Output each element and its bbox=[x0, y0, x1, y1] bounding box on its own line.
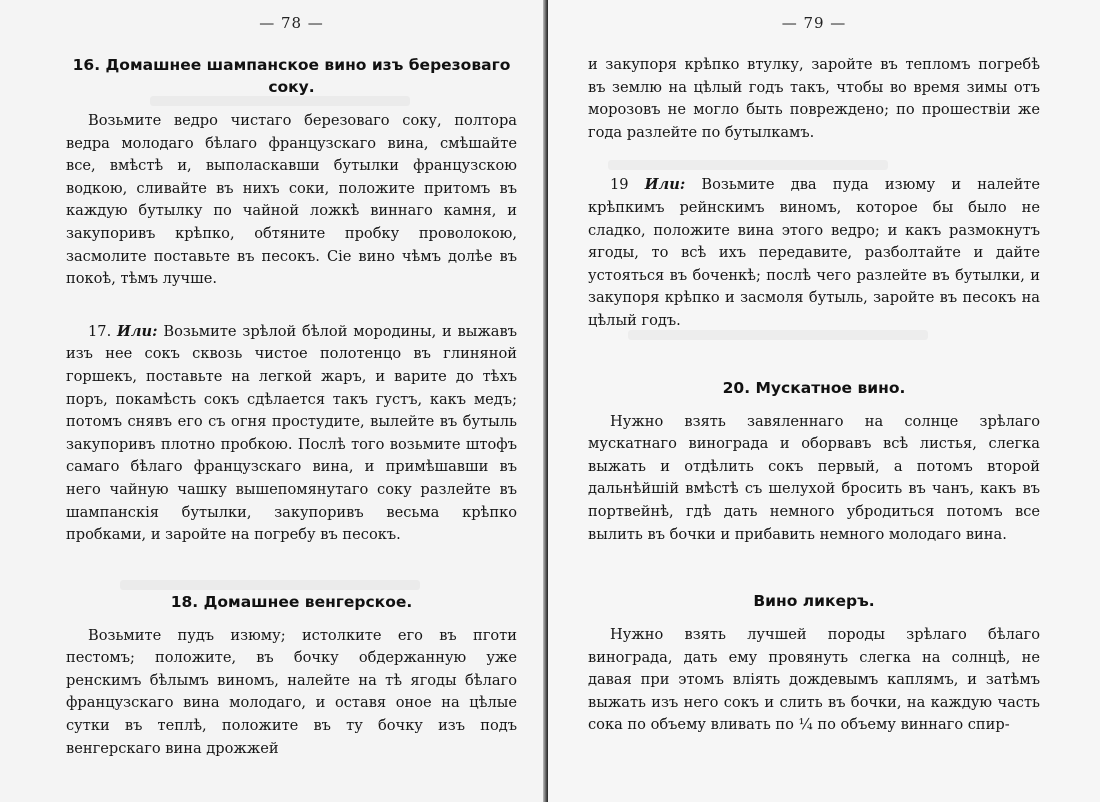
recipe-text-20: Нужно взять завяленнаго на солнце зрѣлаго мускатнаго винограда и оборвавъ всѣ листья, слегка выжать и отдѣлить сокъ первый, а потомъ второй дальнѣйшій вмѣстѣ съ шелухой бросить въ чанъ, какъ въ портвейнѣ, гдѣ дать немного убродиться потомъ все вылить въ бочки и прибавить немного молодаго вина. bbox=[588, 412, 1040, 543]
recipe-text-19 bbox=[588, 174, 1040, 332]
section-heading-18: 18. Домашнее венгерское. bbox=[170, 592, 413, 611]
page-number: — 79 — bbox=[781, 14, 847, 32]
bleed-through-mark bbox=[150, 96, 410, 106]
section-heading-16: 16. Домашнее шампанское вино изъ березоваго соку. bbox=[72, 56, 511, 96]
section-heading-20: 20. Мускатное вино. bbox=[722, 378, 906, 397]
ili-label: Или: bbox=[117, 322, 158, 340]
recipe-text-liqueur: Нужно взять лучшей породы зрѣлаго бѣлаго винограда, дать ему провянуть слегка на солнцѣ, не давая при этомъ вліять дождевымъ каплямъ, и затѣмъ выжать изъ него сокъ и слить въ бочки, на каждую часть сока по объему вливать по ¼ по объему виннаго спир- bbox=[588, 626, 1040, 734]
recipe-text-17 bbox=[66, 321, 517, 547]
section-heading-liqueur: Вино ликеръ. bbox=[753, 592, 875, 611]
page-number: — 78 — bbox=[259, 14, 324, 32]
recipe-number-17: 17. bbox=[88, 322, 112, 340]
bleed-through-mark bbox=[628, 330, 928, 340]
recipe-text-18: Возьмите пудъ изюму; истолките его въ пготи пестомъ; положите, въ бочку обдержанную уже ренскимъ бѣлымъ виномъ, налейте на тѣ ягоды бѣлаго французскаго вина молодаго, и оставя оное на цѣлые сутки въ теплѣ, положите въ ту бочку изъ подъ венгерскаго вина дрожжей bbox=[66, 626, 517, 757]
left-page bbox=[0, 0, 548, 802]
continuation-text: и закупоря крѣпко втулку, заройте въ тепломъ погребѣ въ землю на цѣлый годъ такъ, чтобы во время зимы отъ морозовъ не могло быть повреждено; по прошествіи же года разлейте по бутылкамъ. bbox=[588, 56, 1040, 141]
recipe-text-16: Возьмите ведро чистаго березоваго соку, полтора ведра молодаго бѣлаго французскаго вина, смѣшайте все, вмѣстѣ и, выполаскавши бутылки французскою водкою, сливайте въ нихъ соки, положите притомъ въ каждую бутылку по чайной ложкѣ виннаго камня, и закупоривъ крѣпко, обтяните пробку проволокою, засмолите поставьте въ песокъ. Сіе вино чѣмъ долѣе въ покоѣ, тѣмъ лучше. bbox=[66, 112, 517, 288]
recipe-body-17: Возьмите зрѣлой бѣлой мородины, и выжавъ изъ нее сокъ сквозь чистое полотенцо въ глиняной горшекъ, поставьте на легкой жаръ, и варите до тѣхъ поръ, покамѣсть сокъ сдѣлается такъ густъ, какъ медъ; потомъ снявъ его съ огня простудите, вылейте въ бутыль закупоривъ плотно пробкою. Послѣ того возьмите штофъ самаго бѣлаго французскаго вина, и примѣшавши въ него чайную чашку вышепомянутаго соку разлейте въ шампанскія бутылки, закупоривъ весьма крѣпко пробками, и заройте на погребу въ песокъ. bbox=[66, 322, 518, 544]
bleed-through-mark bbox=[120, 580, 420, 590]
ili-label: Или: bbox=[644, 176, 686, 194]
recipe-body-19: Возьмите два пуда изюму и налейте крѣпкимъ рейнскимъ виномъ, которое бы было не сладко, положите вина этого ведро; и какъ размокнутъ ягоды, то всѣ ихъ передавите, разболтайте и дайте устояться въ боченкѣ; послѣ чего разлейте въ бутылки, и закупоря крѣпко и засмоля бутыль, заройте въ песокъ на цѣлый годъ. bbox=[588, 176, 1041, 329]
recipe-number-19: 19 bbox=[610, 176, 629, 194]
bleed-through-mark bbox=[608, 160, 888, 170]
right-page bbox=[548, 0, 1100, 802]
